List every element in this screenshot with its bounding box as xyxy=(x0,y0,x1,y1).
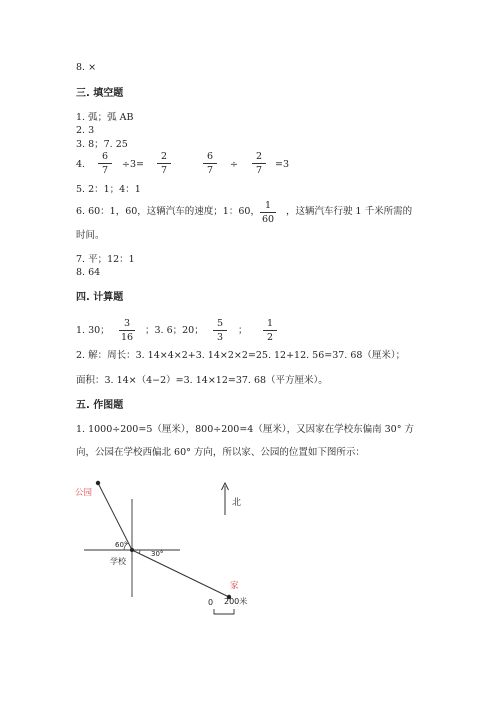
answer-3-6-text: 6. 60：1，60，这辆汽车的速度；1：60， xyxy=(76,206,260,217)
answer-4-2-perimeter: 2. 解：周长：3. 14×4×2+3. 14×2×2=25. 12+12. 56=37. 68（厘米）； xyxy=(76,350,406,361)
answer-3-3: 3. 8；7. 25 xyxy=(76,139,128,150)
fraction-denominator: 7 xyxy=(160,165,168,176)
answer-4-1-text: 1. 30； xyxy=(76,325,110,336)
scale-bar xyxy=(214,609,234,614)
location-diagram xyxy=(0,470,500,670)
q8-answer: 8. × xyxy=(76,62,97,73)
park-point xyxy=(96,481,100,485)
answer-4-2-area: 面积：3. 14×（4−2）=3. 14×12=37. 68（平方厘米）。 xyxy=(76,375,328,386)
fraction xyxy=(96,151,114,176)
fraction-numerator: 6 xyxy=(206,151,214,162)
answer-3-5: 5. 2：1；4：1 xyxy=(76,184,141,195)
fraction xyxy=(211,318,229,343)
fraction-numerator: 5 xyxy=(216,318,224,329)
operator-text: =3 xyxy=(275,159,290,170)
answer-3-4-label: 4. xyxy=(76,159,86,170)
fraction-denominator: 16 xyxy=(120,332,134,343)
fraction-numerator: 2 xyxy=(160,151,168,162)
scale-zero-label: 0 xyxy=(208,598,214,607)
home-label: 家 xyxy=(230,581,239,591)
answer-3-6-line2: 时间。 xyxy=(76,230,105,241)
fraction-numerator: 6 xyxy=(101,151,109,162)
fraction-denominator: 7 xyxy=(206,165,214,176)
fraction-numerator: 2 xyxy=(255,151,263,162)
fraction-denominator: 7 xyxy=(255,165,263,176)
answer-3-6-text-cont: ，这辆汽车行驶 1 千米所需的 xyxy=(286,206,413,217)
answer-5-1-line2: 向，公园在学校西偏北 60° 方向，所以家、公园的位置如下图所示： xyxy=(76,447,365,458)
fraction xyxy=(117,318,137,343)
line-to-home xyxy=(132,550,229,597)
scale-label: 200米 xyxy=(224,597,248,606)
answer-3-2: 2. 3 xyxy=(76,125,95,136)
answer-5-1-line1: 1. 1000÷200=5（厘米），800÷200=4（厘米），又因家在学校东偏南 30° 方 xyxy=(76,424,414,435)
fraction-denominator: 3 xyxy=(216,332,224,343)
fraction xyxy=(261,318,279,343)
operator-text: ÷ xyxy=(230,159,238,170)
fraction-denominator: 7 xyxy=(101,165,109,176)
fraction xyxy=(250,151,268,176)
angle-60-label: 60° xyxy=(115,541,128,549)
fraction xyxy=(155,151,173,176)
line-to-park xyxy=(98,483,132,550)
answer-3-7: 7. 平；12：1 xyxy=(76,254,135,265)
fraction-numerator: 1 xyxy=(266,318,274,329)
fraction-denominator: 60 xyxy=(261,214,275,225)
answer-3-8: 8. 64 xyxy=(76,267,101,278)
operator-text: ÷3= xyxy=(122,159,144,170)
answer-4-1-text: ； xyxy=(238,325,248,336)
park-label: 公园 xyxy=(75,488,93,498)
fraction-denominator: 2 xyxy=(266,332,274,343)
fraction xyxy=(258,200,278,225)
north-label: 北 xyxy=(232,498,242,508)
school-point xyxy=(130,548,134,552)
angle-30-arc xyxy=(139,550,140,554)
school-label: 学校 xyxy=(110,557,126,566)
fraction-numerator: 3 xyxy=(123,318,131,329)
fraction xyxy=(201,151,219,176)
section-4-title: 四. 计算题 xyxy=(76,292,124,303)
angle-30-label: 30° xyxy=(151,550,164,558)
fraction-numerator: 1 xyxy=(264,200,272,211)
section-5-title: 五. 作图题 xyxy=(76,400,124,411)
section-3-title: 三. 填空题 xyxy=(76,88,124,99)
answer-3-1: 1. 弧；弧 AB xyxy=(76,112,134,123)
answer-4-1-text: ；3. 6；20； xyxy=(145,325,204,336)
